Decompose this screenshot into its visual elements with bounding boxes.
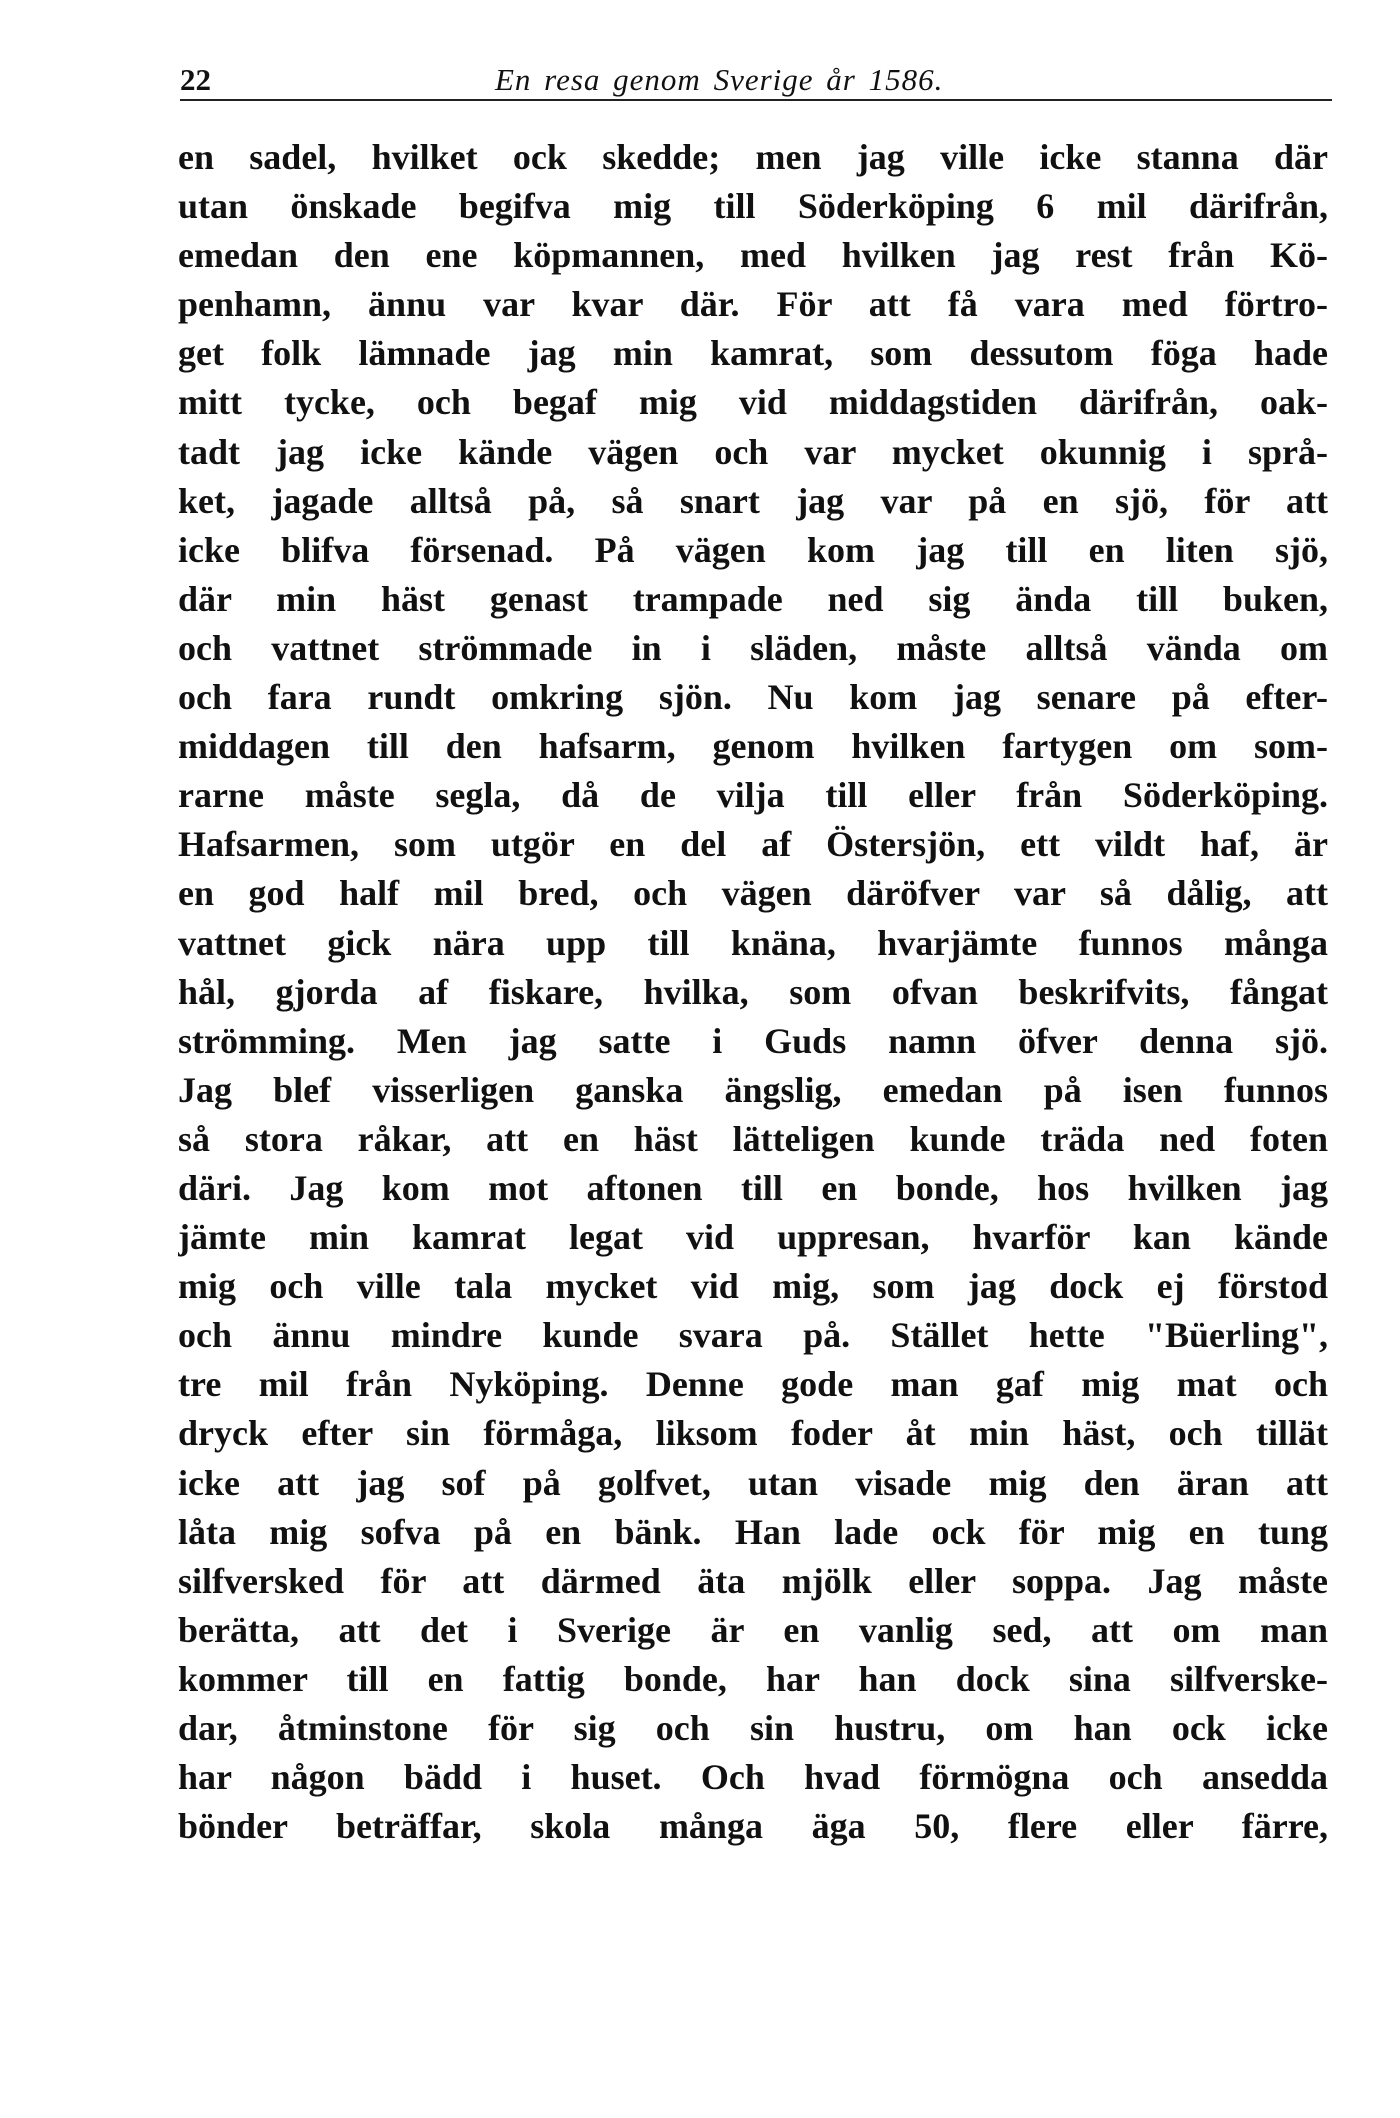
text-line: utan önskade begifva mig till Söderköping 6 mil därifrån, xyxy=(178,186,1328,227)
text-line: kommer till en fattig bonde, har han dock sina silfverske- xyxy=(178,1658,1328,1699)
text-line: icke att jag sof på golfvet, utan visade mig den äran att xyxy=(178,1462,1328,1503)
text-line: icke blifva försenad. På vägen kom jag till en liten sjö, xyxy=(178,529,1328,570)
text-line: vattnet gick nära upp till knäna, hvarjämte funnos många xyxy=(178,922,1328,963)
text-line: mitt tycke, och begaf mig vid middagstiden därifrån, oak- xyxy=(178,382,1328,423)
header-rule xyxy=(180,99,1332,101)
text-line: en god half mil bred, och vägen däröfver var så dålig, att xyxy=(178,873,1328,914)
text-line: silfversked för att därmed äta mjölk eller soppa. Jag måste xyxy=(178,1560,1328,1601)
text-line: dryck efter sin förmåga, liksom foder åt min häst, och tillät xyxy=(178,1413,1328,1454)
text-line: get folk lämnade jag min kamrat, som dessutom föga hade xyxy=(178,333,1328,374)
running-title: En resa genom Sverige år 1586. xyxy=(495,62,944,97)
text-line: berätta, att det i Sverige är en vanlig sed, att om man xyxy=(178,1609,1328,1650)
text-line: och fara rundt omkring sjön. Nu kom jag senare på efter- xyxy=(178,677,1328,718)
text-line: så stora råkar, att en häst lätteligen kunde träda ned foten xyxy=(178,1118,1328,1159)
text-line: Hafsarmen, som utgör en del af Östersjön, ett vildt haf, är xyxy=(178,824,1328,865)
text-line: däri. Jag kom mot aftonen till en bonde, hos hvilken jag xyxy=(178,1167,1328,1208)
text-line: och vattnet strömmade in i släden, måste alltså vända om xyxy=(178,627,1328,668)
text-line: penhamn, ännu var kvar där. För att få vara med förtro- xyxy=(178,284,1328,325)
text-line: tadt jag icke kände vägen och var mycket okunnig i språ- xyxy=(178,431,1328,472)
text-line: mig och ville tala mycket vid mig, som jag dock ej förstod xyxy=(178,1266,1328,1307)
text-line: middagen till den hafsarm, genom hvilken fartygen om som- xyxy=(178,726,1328,767)
text-line: jämte min kamrat legat vid uppresan, hvarför kan kände xyxy=(178,1217,1328,1258)
text-line: dar, åtminstone för sig och sin hustru, om han ock icke xyxy=(178,1708,1328,1748)
text-line: strömming. Men jag satte i Guds namn öfver denna sjö. xyxy=(178,1020,1328,1061)
text-line: där min häst genast trampade ned sig ända till buken, xyxy=(178,578,1328,619)
page-number: 22 xyxy=(180,62,211,97)
text-line: ket, jagade alltså på, så snart jag var på en sjö, för att xyxy=(178,480,1328,521)
text-line: låta mig sofva på en bänk. Han lade ock för mig en tung xyxy=(178,1511,1328,1552)
text-line: rarne måste segla, då de vilja till eller från Söderköping. xyxy=(178,775,1328,816)
text-line: en sadel, hvilket ock skedde; men jag ville icke stanna där xyxy=(178,137,1328,177)
text-line: emedan den ene köpmannen, med hvilken jag rest från Kö- xyxy=(178,235,1328,276)
text-line: tre mil från Nyköping. Denne gode man gaf mig mat och xyxy=(178,1364,1328,1405)
text-line: har någon bädd i huset. Och hvad förmögna och ansedda xyxy=(178,1757,1328,1798)
text-line: bönder beträffar, skola många äga 50, flere eller färre, xyxy=(178,1806,1328,1847)
text-line: Jag blef visserligen ganska ängslig, emedan på isen funnos xyxy=(178,1069,1328,1110)
body-text xyxy=(178,133,1328,1851)
text-line: hål, gjorda af fiskare, hvilka, som ofvan beskrifvits, fångat xyxy=(178,971,1328,1012)
text-line: och ännu mindre kunde svara på. Stället hette "Büerling", xyxy=(178,1315,1328,1356)
